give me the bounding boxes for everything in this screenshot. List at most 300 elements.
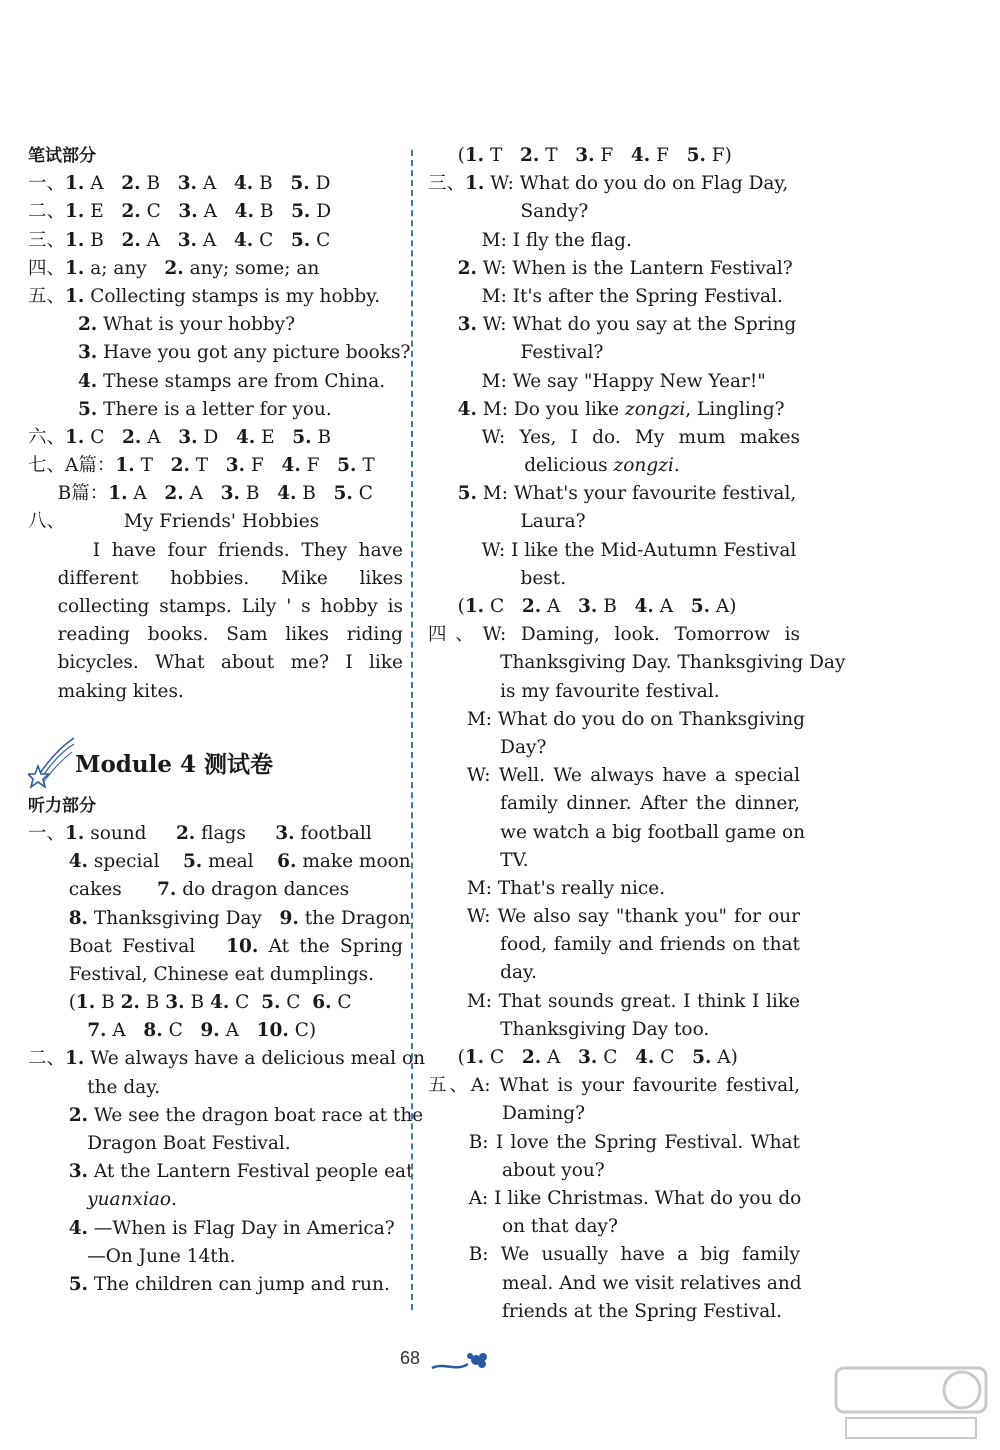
module-title: Module 4 测试卷	[75, 750, 273, 778]
pinyin-term: zongzi	[613, 455, 674, 477]
line-text: D	[310, 201, 332, 223]
item-number: 3.	[220, 483, 240, 505]
answer-line	[28, 396, 403, 424]
line-text: the Dragon	[298, 907, 411, 929]
item-number: 1.	[65, 285, 85, 307]
item-number: 5.	[182, 851, 203, 873]
item-number: 4.	[233, 229, 254, 251]
line-text: M: What do you do on Thanksgiving	[466, 708, 806, 730]
answer-line	[28, 311, 403, 339]
line-text: TV.	[500, 849, 529, 871]
answer-line	[28, 933, 403, 961]
line-text: M: Do you like	[476, 398, 625, 420]
line-text: C	[280, 992, 313, 1014]
answer-line	[28, 1158, 414, 1186]
line-text: F	[245, 455, 282, 477]
line-text: meal. And we visit relatives and	[502, 1272, 802, 1294]
item-number: 1.	[108, 483, 128, 505]
item-number: 9.	[200, 1020, 220, 1042]
line-text: 一、	[28, 822, 66, 844]
item-number: 8.	[143, 1020, 163, 1042]
line-text: we watch a big football game on	[500, 821, 806, 843]
answer-line	[428, 170, 800, 198]
answer-line	[28, 227, 403, 255]
answer-line	[428, 1270, 800, 1298]
item-number: 5.	[690, 596, 711, 617]
answer-line	[28, 368, 403, 396]
line-text: delicious	[524, 455, 614, 477]
item-number: 3.	[165, 992, 185, 1014]
answer-line	[428, 1298, 800, 1326]
line-text: 四、	[28, 257, 66, 279]
answer-line	[28, 1074, 403, 1102]
answer-line	[428, 678, 800, 706]
answer-line	[428, 227, 800, 255]
line-text: —On June 14th.	[87, 1245, 236, 1267]
answer-line	[28, 1102, 424, 1130]
line-text: 一、	[28, 173, 66, 195]
line-text: E	[255, 426, 293, 448]
line-text: 二、	[28, 1048, 66, 1070]
line-text: M: It's after the Spring Festival.	[481, 285, 783, 307]
line-text: D	[309, 173, 331, 195]
answer-line	[428, 1100, 800, 1128]
answer-line	[428, 424, 800, 452]
line-text: What is your hobby?	[97, 314, 296, 336]
item-number: 5.	[686, 145, 706, 166]
column-divider	[411, 150, 413, 1310]
item-number: 3.	[457, 314, 477, 336]
line-text: a; any	[84, 257, 165, 279]
answer-line	[428, 875, 800, 903]
item-number: 4.	[209, 992, 230, 1014]
line-text: reading books. Sam likes riding	[57, 624, 403, 646]
item-number: 1.	[65, 201, 85, 223]
item-number: 2.	[68, 1104, 89, 1126]
line-text: make moon	[296, 851, 411, 873]
item-number: 7.	[87, 1020, 107, 1042]
answer-line	[428, 339, 800, 367]
line-text: Thanksgiving Day too.	[500, 1018, 710, 1040]
line-text: M: We say "Happy New Year!"	[481, 370, 766, 392]
line-text: B: We usually have a big family	[468, 1244, 800, 1266]
answer-line	[28, 170, 403, 198]
line-text: is my favourite festival.	[500, 680, 720, 702]
line-text: I have four friends. They have	[92, 539, 403, 561]
line-text: C	[597, 1047, 636, 1068]
answer-line	[428, 1213, 800, 1241]
item-number: 1.	[65, 426, 85, 448]
line-text: F	[594, 145, 631, 166]
answer-line	[28, 593, 403, 621]
line-text: Day?	[500, 736, 547, 758]
line-text: C	[654, 1047, 693, 1068]
line-text: T	[356, 455, 375, 477]
line-text: special	[88, 851, 183, 873]
line-text: W: I like the Mid-Autumn Festival	[481, 539, 797, 561]
answer-line	[28, 537, 403, 565]
line-text: about you?	[502, 1159, 605, 1181]
line-text: D	[197, 426, 236, 448]
line-text: At the Spring	[258, 935, 403, 957]
line-text: A	[140, 229, 178, 251]
line-text: The children can jump and run.	[88, 1273, 390, 1295]
item-number: 4.	[277, 483, 297, 505]
section-heading: 听力部分	[28, 795, 96, 816]
answer-line	[428, 706, 806, 734]
line-text: A	[106, 1020, 144, 1042]
line-text: W: What do you do on Flag Day,	[484, 173, 789, 195]
item-number: 5.	[291, 201, 311, 223]
line-text: A	[197, 229, 234, 251]
page-footer	[400, 1348, 520, 1378]
line-text: B	[184, 992, 210, 1014]
item-number: 1.	[65, 1048, 85, 1070]
line-text: B	[139, 992, 166, 1014]
line-text: 六、	[28, 426, 66, 448]
line-text: T	[484, 145, 521, 166]
answer-line	[28, 452, 403, 480]
line-text: A	[141, 426, 179, 448]
line-text: A	[197, 201, 235, 223]
item-number: 6.	[277, 851, 297, 873]
answer-line	[428, 931, 800, 959]
item-number: 8.	[68, 907, 89, 929]
item-number: 1.	[65, 257, 85, 279]
answer-line	[28, 508, 403, 536]
item-number: 3.	[578, 1047, 598, 1068]
line-text: making kites.	[57, 680, 184, 702]
item-number: 4.	[634, 596, 654, 617]
answer-line	[28, 820, 403, 848]
item-number: 1.	[115, 455, 135, 477]
item-number: 2.	[121, 229, 141, 251]
line-text: C	[352, 483, 373, 505]
line-text: Boat Festival	[68, 935, 227, 957]
line-text: M: I fly the flag.	[481, 229, 632, 251]
line-text: 八、 My Friends' Hobbies	[28, 511, 320, 533]
line-text: F)	[705, 145, 732, 166]
right-column	[428, 142, 846, 1326]
item-number: 2.	[521, 1047, 542, 1068]
line-text: any; some; an	[183, 257, 320, 279]
answer-line	[428, 790, 800, 818]
answer-line	[428, 311, 800, 339]
line-text: We see the dragon boat race at the	[88, 1104, 424, 1126]
answer-line	[428, 396, 800, 424]
item-number: 10.	[226, 935, 259, 957]
answer-line	[28, 678, 403, 706]
line-text: on that day?	[502, 1216, 618, 1238]
item-number: 2.	[164, 257, 184, 279]
watermark-logo-icon	[832, 1364, 992, 1444]
line-text: 三、	[28, 229, 66, 251]
answer-line	[28, 424, 403, 452]
line-text: C	[484, 596, 522, 617]
line-text: B	[253, 173, 291, 195]
section-heading: 笔试部分	[28, 146, 96, 166]
line-text: T	[539, 145, 576, 166]
line-text: C	[162, 1020, 201, 1042]
line-text: , Lingling?	[685, 398, 785, 420]
line-text: cakes	[68, 879, 158, 901]
item-number: 2.	[164, 483, 184, 505]
item-number: 2.	[77, 314, 98, 336]
answer-line	[428, 621, 800, 649]
line-text: W: When is the Lantern Festival?	[476, 257, 793, 279]
answer-line	[428, 198, 800, 226]
line-text: B	[311, 426, 332, 448]
line-text: meal	[202, 851, 278, 873]
line-text: A篇：	[65, 455, 116, 477]
line-text: 二、	[28, 201, 66, 223]
line-text: Have you got any picture books?	[97, 342, 411, 364]
item-number: 9.	[279, 907, 299, 929]
item-number: 4.	[68, 1217, 89, 1239]
item-number: 3.	[178, 201, 198, 223]
line-text: (	[457, 1047, 465, 1068]
answer-line	[428, 1241, 800, 1269]
left-column	[28, 142, 426, 1299]
line-text: (	[457, 145, 465, 166]
line-text: F	[300, 455, 338, 477]
answer-line	[28, 565, 403, 593]
answer-line	[428, 734, 800, 762]
item-number: 2.	[121, 173, 141, 195]
item-number: 2.	[120, 992, 140, 1014]
line-text: C	[229, 992, 262, 1014]
line-text: collecting stamps. Lily ' s hobby is	[57, 596, 403, 617]
item-number: 4.	[68, 851, 89, 873]
item-number: 1.	[464, 596, 485, 617]
line-text: Daming?	[502, 1103, 585, 1125]
answer-line	[428, 959, 800, 987]
line-text: F	[650, 145, 687, 166]
line-text: A	[127, 483, 165, 505]
flower-ornament-icon	[430, 1350, 494, 1376]
item-number: 4.	[235, 426, 256, 448]
item-number: 1.	[65, 822, 85, 844]
item-number: 1.	[465, 173, 485, 195]
line-text: T	[134, 455, 171, 477]
line-text: B篇：	[57, 483, 109, 505]
line-text: do dragon dances	[176, 879, 350, 901]
item-number: 5.	[333, 483, 353, 505]
item-number: 4.	[233, 173, 254, 195]
answer-line	[428, 988, 800, 1016]
item-number: 5.	[77, 398, 98, 420]
item-number: 4.	[77, 370, 98, 392]
line-text: M: That's really nice.	[466, 877, 666, 899]
line-text: C	[484, 1047, 522, 1068]
line-text: sound	[84, 822, 176, 844]
answer-line	[28, 283, 403, 311]
answer-line	[28, 621, 403, 649]
line-text: Collecting stamps is my hobby.	[84, 285, 381, 307]
line-text: —When is Flag Day in America?	[88, 1217, 395, 1239]
line-text: 七、	[28, 455, 66, 477]
answer-line	[28, 905, 411, 933]
answer-line	[428, 508, 800, 536]
pinyin-term: zongzi	[624, 398, 686, 420]
line-text: These stamps are from China.	[97, 370, 386, 392]
item-number: 1.	[65, 229, 85, 251]
line-text: M: What's your favourite festival,	[476, 483, 797, 505]
item-number: 2.	[520, 145, 540, 166]
item-number: 3.	[77, 342, 98, 364]
answer-line	[28, 198, 403, 226]
line-text: M: That sounds great. I think I like	[466, 990, 800, 1012]
line-text: A: I like Christmas. What do you do	[468, 1187, 802, 1209]
line-text: A	[183, 483, 221, 505]
line-text: 三、	[428, 173, 466, 195]
item-number: 5.	[337, 455, 357, 477]
item-number: 5.	[68, 1273, 89, 1295]
line-text: A	[541, 1047, 579, 1068]
line-text: football	[294, 822, 372, 844]
answer-line	[428, 819, 806, 847]
item-number: 1.	[464, 145, 485, 166]
item-number: 3.	[578, 596, 598, 617]
answer-line	[28, 961, 403, 989]
line-text: day.	[500, 962, 537, 984]
line-text: Festival?	[520, 342, 604, 364]
line-text: A	[84, 173, 122, 195]
item-number: 4.	[234, 201, 254, 223]
line-text: Thanksgiving Day	[88, 907, 280, 929]
answer-line	[428, 762, 800, 790]
line-text: C)	[288, 1020, 317, 1042]
line-text: flags	[195, 822, 276, 844]
answer-line	[428, 368, 800, 396]
item-number: 3.	[68, 1161, 89, 1183]
answer-line	[28, 1045, 426, 1073]
item-number: 5.	[290, 173, 310, 195]
item-number: 4.	[457, 398, 477, 420]
line-text: T	[189, 455, 226, 477]
line-text: W: Yes, I do. My mum makes	[481, 426, 800, 448]
line-text: B	[95, 992, 121, 1014]
answer-line	[428, 480, 800, 508]
answer-line	[428, 903, 800, 931]
answer-line	[428, 1072, 800, 1100]
line-text: 四、W: Daming, look. Tomorrow is	[428, 624, 800, 646]
line-text: C	[331, 992, 352, 1014]
shooting-star-icon	[28, 736, 76, 792]
answer-line	[28, 848, 411, 876]
line-text: Laura?	[520, 511, 586, 533]
item-number: 6.	[312, 992, 332, 1014]
answer-line	[428, 847, 800, 875]
item-number: 3.	[275, 822, 295, 844]
item-number: 2.	[121, 201, 141, 223]
line-text: family dinner. After the dinner,	[500, 793, 800, 815]
answer-line	[428, 649, 846, 677]
line-text: W: We also say "thank you" for our	[466, 906, 800, 928]
item-number: 3.	[177, 173, 198, 195]
line-text: the day.	[87, 1076, 161, 1098]
line-text: B	[296, 483, 334, 505]
item-number: 1.	[65, 173, 85, 195]
line-text: A	[197, 173, 234, 195]
line-text: B: I love the Spring Festival. What	[468, 1131, 800, 1153]
item-number: 1.	[464, 1047, 485, 1068]
item-number: 2.	[175, 822, 196, 844]
line-text: different hobbies. Mike likes	[57, 567, 403, 589]
answer-line	[428, 283, 800, 311]
pinyin-term: yuanxiao	[87, 1189, 172, 1211]
line-text: W: What do you say at the Spring	[476, 314, 797, 336]
line-text: W: Well. We always have a special	[466, 765, 800, 787]
line-text: We always have a delicious meal on	[84, 1048, 426, 1070]
item-number: 3.	[177, 229, 198, 251]
line-text: food, family and friends on that	[500, 934, 800, 956]
item-number: 4.	[630, 145, 651, 166]
item-number: 3.	[225, 455, 246, 477]
line-text: B	[239, 483, 278, 505]
item-number: 5.	[290, 229, 311, 251]
answer-line	[28, 480, 403, 508]
answer-line	[28, 1017, 403, 1045]
answer-line	[28, 1271, 403, 1299]
answer-line	[428, 593, 800, 621]
line-text: best.	[520, 567, 567, 589]
answer-line	[428, 142, 800, 170]
item-number: 2.	[122, 426, 142, 448]
line-text: .	[673, 455, 680, 477]
answer-line	[428, 1044, 800, 1072]
item-number: 5.	[261, 992, 281, 1014]
item-number: 4.	[635, 1047, 655, 1068]
line-text: Thanksgiving Day. Thanksgiving Day	[500, 652, 846, 674]
line-text: A	[653, 596, 691, 617]
answer-line	[28, 1130, 403, 1158]
line-text: B	[253, 201, 292, 223]
item-number: 5.	[457, 483, 477, 505]
line-text: 五、A: What is your favourite festival,	[428, 1075, 800, 1097]
answer-line	[28, 876, 403, 904]
line-text: E	[84, 201, 122, 223]
item-number: 2.	[521, 596, 542, 617]
line-text: There is a letter for you.	[97, 398, 332, 420]
item-number: 3.	[178, 426, 198, 448]
line-text: A)	[710, 596, 737, 617]
item-number: 1.	[75, 992, 96, 1014]
line-text: B	[597, 596, 635, 617]
answer-line	[428, 1129, 800, 1157]
answer-line	[28, 1243, 403, 1271]
answer-line	[428, 452, 800, 480]
answer-line	[428, 1157, 800, 1185]
line-text: bicycles. What about me? I like	[57, 652, 403, 674]
item-number: 4.	[281, 455, 301, 477]
answer-line	[28, 1186, 403, 1214]
answer-line	[428, 537, 800, 565]
line-text: C	[84, 426, 123, 448]
line-text: Festival, Chinese eat dumplings.	[68, 963, 375, 985]
line-text: 五、	[28, 285, 66, 307]
line-text: (	[457, 596, 465, 617]
answer-line	[28, 1215, 403, 1243]
answer-line	[28, 989, 403, 1017]
line-text: Dragon Boat Festival.	[87, 1133, 291, 1154]
answer-line	[28, 255, 403, 283]
line-text: C	[253, 229, 291, 251]
line-text: friends at the Spring Festival.	[502, 1300, 783, 1322]
line-text: A	[541, 596, 579, 617]
item-number: 2.	[457, 257, 477, 279]
line-text: A)	[711, 1047, 738, 1068]
